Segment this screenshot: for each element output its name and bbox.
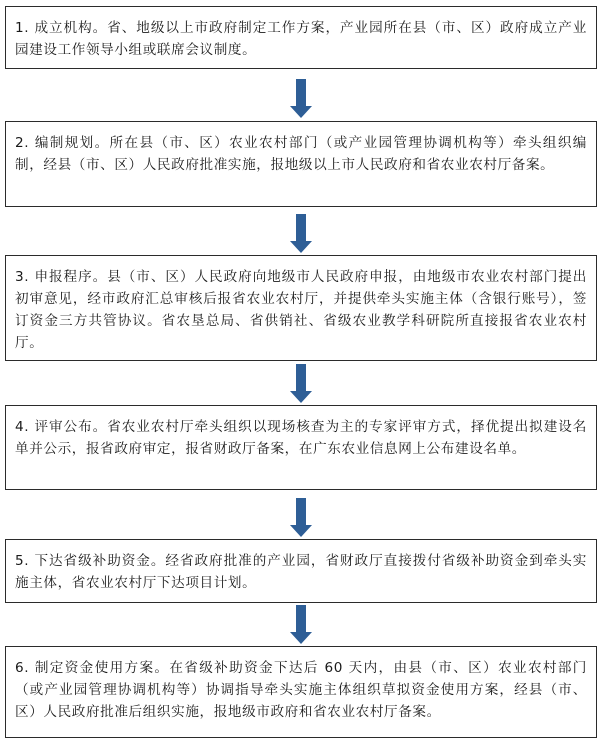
step-1-text: 1. 成立机构。省、地级以上市政府制定工作方案，产业园所在县（市、区）政府成立产业园建设工作领导小组或联席会议制度。 — [15, 20, 587, 58]
step-6-box — [5, 646, 597, 738]
step-6-text: 6. 制定资金使用方案。在省级补助资金下达后 60 天内，由县（市、区）农业农村部门（或产业园管理协调机构等）协调指导牵头实施主体组织草拟资金使用方案，经县（市、区）人民政府批准后组织实施，报地级市政府和省农业农村厅备案。 — [15, 660, 587, 720]
step-5-text: 5. 下达省级补助资金。经省政府批准的产业园，省财政厅直接拨付省级补助资金到牵头实施主体，省农业农村厅下达项目计划。 — [15, 553, 587, 591]
step-1-box — [5, 6, 597, 69]
step-3-text: 3. 申报程序。县（市、区）人民政府向地级市人民政府申报，由地级市农业农村部门提出初审意见，经市政府汇总审核后报省农业农村厅，并提供牵头实施主体（含银行账号），签订资金三方共管协议。省农垦总局、省供销社、省级农业教学科研院所直接报省农业农村厅。 — [15, 269, 587, 351]
arrow-down-icon — [289, 79, 313, 119]
arrow-down-icon — [289, 605, 313, 645]
step-5-box — [5, 539, 597, 603]
step-4-text: 4. 评审公布。省农业农村厅牵头组织以现场核查为主的专家评审方式，择优提出拟建设名单并公示，报省政府审定，报省财政厅备案，在广东农业信息网上公布建设名单。 — [15, 419, 587, 457]
step-3-box — [5, 255, 597, 361]
arrow-down-icon — [289, 364, 313, 404]
arrow-down-icon — [289, 214, 313, 254]
step-4-box — [5, 405, 597, 490]
step-2-box — [5, 121, 597, 207]
arrow-down-icon — [289, 498, 313, 538]
step-2-text: 2. 编制规划。所在县（市、区）农业农村部门（或产业园管理协调机构等）牵头组织编制，经县（市、区）人民政府批准实施，报地级以上市人民政府和省农业农村厅备案。 — [15, 135, 587, 173]
